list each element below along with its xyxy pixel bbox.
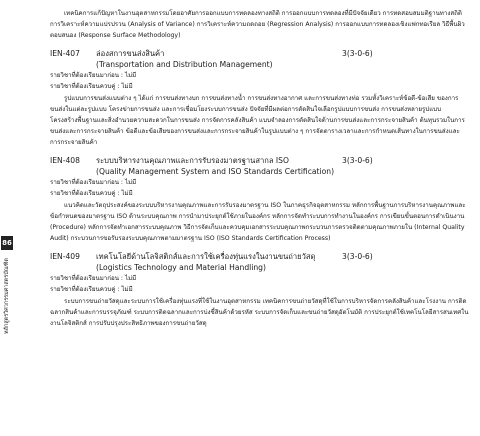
prerequisite-line: รายวิชาที่ต้องเรียนมาก่อน : ไม่มี [50, 179, 137, 186]
course-title-english: (Quality Management System and ISO Standards Certification) [96, 167, 335, 176]
course-title-english: (Logistics Technology and Material Handling) [96, 263, 266, 272]
course-description: รูปแบบการขนส่งแบบต่าง ๆ ได้แก่ การขนส่งทางบก การขนส่งทางน้ำ การขนส่งทางอากาศ และการขนส่งทางท่อ รวมทั้งวิเคราะห์ข้อดี-ข้อเสีย ของการขนส่งในแต่ละรูปแบบ โครงข่ายการขนส่ง และการเชื่อมโยงระบบการขนส่ง ปัจจัยที่มีผลต่อการตัดสินใจเลือกรูปแบบการขนส่ง การขนส่งหลายรูปแบบ โครงสร้างพื้นฐานและสิ่งอำนวยความสะดวกในการขนส่ง การจัดการคลังสินค้า แบบจำลองการตัดสินใจด้านการขนส่งและการกระจายสินค้า ต้นทุนรวมในการขนส่งและการกระจายสินค้า ข้อดีและข้อเสียของการขนส่งและการกระจายสินค้าในรูปแบบต่าง ๆ การจัดตารางเวลาและการกำหนดเส้นทางในการขนส่งและการกระจายสินค้า [50, 95, 465, 146]
prerequisite-line: รายวิชาที่ต้องเรียนมาก่อน : ไม่มี [50, 275, 137, 282]
corequisite-line: รายวิชาที่ต้องเรียนควบคู่ : ไม่มี [50, 190, 133, 197]
running-header-text: หลักสูตรวิศวกรรมศาสตรบัณฑิต [4, 258, 10, 334]
course-block [50, 48, 470, 148]
page-number: 86 [1, 236, 13, 250]
course-header [50, 48, 470, 59]
course-credit: 3(3-0-6) [342, 156, 373, 165]
course-block [50, 251, 470, 329]
course-code: IEN-408 [50, 156, 80, 165]
corequisite-line: รายวิชาที่ต้องเรียนควบคู่ : ไม่มี [50, 286, 133, 293]
course-header [50, 251, 470, 262]
course-description: แนวคิดและวัตถุประสงค์ของระบบบริหารงานคุณภาพและการรับรองมาตรฐาน ISO ในภาคธุรกิจอุตสาหกรรม หลักการพื้นฐานการบริหารงานคุณภาพและข้อกำหนดของมาตรฐาน ISO ด้านระบบคุณภาพ การนำมาประยุกต์ใช้ภายในองค์กร หลักการจัดทำระบบการทำงานในองค์กร การเขียนขั้นตอนการดำเนินงาน (Procedure) หลักการจัดทำเอกสารระบบคุณภาพ วิธีการจัดเก็บและควบคุมเอกสารระบบคุณภาพกระบวนการตรวจติดตามคุณภาพภายใน (Internal Quality Audit) กระบวนการขอรับรองระบบคุณภาพตามมาตรฐาน ISO (ISO Standards Certification Process) [50, 202, 466, 242]
running-header [2, 254, 12, 334]
course-header [50, 155, 470, 166]
course-block [50, 155, 470, 244]
course-title-thai: ล่องสการขนส่งสินค้า [96, 49, 165, 58]
corequisite-line: รายวิชาที่ต้องเรียนควบคู่ : ไม่มี [50, 83, 133, 90]
intro-paragraph: เทคนิคการแก้ปัญหาในงานอุตสาหกรรมโดยอาศัยการออกแบบการทดลองทางสถิติ การออกแบบการทดลองที่มีปัจจัยเดียว การทดสอบสมมติฐานทางสถิติ การวิเคราะห์ความแปรปรวน (Analysis of Variance) การวิเคราะห์ความถดถอย (Regression Analysis) การออกแบบการทดลองเชิงแฟกทอเรียล วิธีพื้นผิวตอบสนอง (Response Surface Methodology) [50, 10, 465, 39]
course-code: IEN-407 [50, 49, 80, 58]
course-description: ระบบการขนถ่ายวัสดุและระบบการใช้เครื่องทุ่นแรงที่ใช้ในงานอุตสาหกรรม เทคนิคการขนถ่ายวัสดุที่ใช้ในการบริหารจัดการคลังสินค้าและโรงงาน การติดฉลากสินค้าและการบรรจุภัณฑ์ ระบบการติดฉลากและการบ่งชี้สินค้าด้วยรหัส ระบบการจัดเก็บและขนถ่ายวัสดุอัตโนมัติ การประยุกต์ใช้เทคโนโลยีสารสนเทศในงานโลจิสติกส์ การปรับปรุงประสิทธิภาพของการขนถ่ายวัสดุ [50, 298, 469, 327]
document-body [50, 8, 470, 329]
course-credit: 3(3-0-6) [342, 252, 373, 261]
course-title-english: (Transportation and Distribution Management) [96, 60, 273, 69]
course-code: IEN-409 [50, 252, 80, 261]
prerequisite-line: รายวิชาที่ต้องเรียนมาก่อน : ไม่มี [50, 72, 137, 79]
course-credit: 3(3-0-6) [342, 49, 373, 58]
course-title-thai: ระบบบริหารงานคุณภาพและการรับรองมาตรฐานสากล ISO [96, 156, 289, 165]
course-title-thai: เทคโนโลยีด้านโลจิสติกส์และการใช้เครื่องทุ่นแรงในงานขนถ่ายวัสดุ [96, 252, 316, 261]
